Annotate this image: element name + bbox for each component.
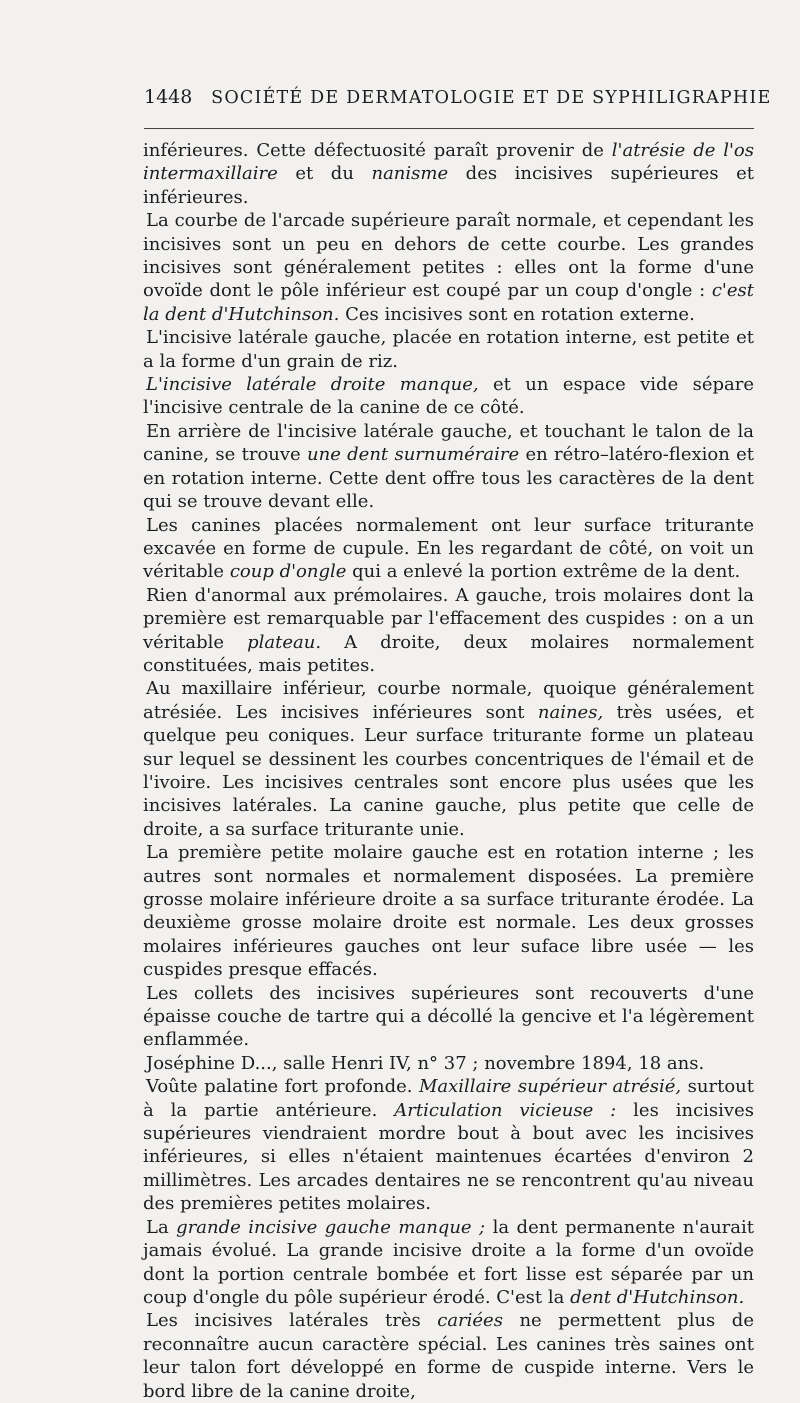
text-run: Au maxillaire inférieur, courbe normale, quoique généralement atrésiée. Les incisives inférieures sont: [143, 678, 754, 723]
paragraph: [143, 677, 754, 841]
header-rule: [144, 128, 754, 129]
text-run: très usées, et quelque peu coniques. Leur surface triturante forme un plateau sur lequel se dessinent les courbes concentriques de l'émail et de l'ivoire. Les incisives centrales sont encore plus usées que les incisives latérales. La canine gauche, plus petite que celle de droite, a sa surface triturante unie.: [143, 701, 755, 840]
paragraph: [143, 1309, 754, 1403]
text-run: L'incisive latérale gauche, placée en rotation interne, est petite et a la forme d'un grain de riz.: [143, 327, 754, 372]
paragraph: [143, 1052, 754, 1075]
text-run: les incisives supérieures viendraient mordre bout à bout avec les incisives inférieures, si elles n'étaient maintenues écartées d'environ 2 millimètres. Les arcades dentaires ne se rencontrent qu'au niveau des premières petites molaires.: [143, 1099, 754, 1215]
text-run: Voûte palatine fort profonde.: [146, 1076, 419, 1098]
italic-run: dent d'Hutchinson.: [570, 1286, 745, 1308]
text-run: La: [146, 1216, 177, 1238]
text-run: Les collets des incisives supérieures sont recouverts d'une épaisse couche de tartre qui a décollé la gencive et l'a légèrement enflammée.: [143, 982, 754, 1051]
italic-run: l'atrésie de l'os intermaxillaire: [143, 140, 754, 185]
italic-run: grande incisive gauche manque ;: [176, 1216, 486, 1238]
running-title: SOCIÉTÉ DE DERMATOLOGIE ET DE SYPHILIGRAPHIE: [211, 88, 772, 108]
paragraph: [143, 420, 754, 514]
paragraph: [143, 514, 754, 584]
text-run: En arrière de l'incisive latérale gauche, et touchant le talon de la canine, se trouve: [143, 420, 754, 466]
text-run: et du: [277, 163, 372, 185]
italic-run: coup d'ongle: [229, 561, 347, 583]
italic-run: une dent surnuméraire: [307, 444, 520, 466]
text-run: des incisives supérieures et inférieures.: [143, 163, 754, 208]
paragraph: [143, 584, 754, 678]
text-run: Ces incisives sont en rotation externe.: [339, 303, 695, 325]
italic-run: Articulation vicieuse :: [394, 1099, 617, 1121]
italic-run: cariées: [437, 1310, 503, 1332]
italic-run: Maxillaire supérieur atrésié,: [418, 1076, 682, 1098]
italic-run: nanisme: [371, 163, 449, 185]
text-run: Rien d'anormal aux prémolaires. A gauche, trois molaires dont la première est remarquable par l'effacement des cuspides : on a un véritable: [143, 584, 754, 653]
text-run: et un espace vide sépare l'incisive centrale de la canine de ce côté.: [143, 374, 754, 419]
paragraph: [143, 326, 754, 373]
text-run: A droite, deux molaires normalement constituées, mais petites.: [143, 631, 754, 676]
text-run: La première petite molaire gauche est en rotation interne ; les autres sont normales et normalement disposées. La première grosse molaire inférieure droite a sa surface triturante érodée. La deuxième grosse molaire droite est normale. Les deux grosses molaires inférieures gauches ont leur suface libre usée — les cuspides presque effacés.: [143, 842, 754, 981]
paragraph: [143, 209, 754, 326]
body-text: [143, 139, 754, 1403]
italic-run: naines,: [537, 701, 604, 723]
italic-run: c'est la dent d'Hutchinson.: [143, 280, 754, 325]
running-header: [144, 86, 772, 108]
italic-run: L'incisive latérale droite manque,: [146, 374, 479, 396]
italic-run: plateau.: [247, 631, 322, 653]
text-run: qui a enlevé la portion extrême de la dent.: [346, 561, 741, 583]
paragraph: [143, 373, 754, 420]
text-run: Joséphine D..., salle Henri IV, n° 37 ; novembre 1894, 18 ans.: [146, 1052, 705, 1074]
text-run: inférieures. Cette défectuosité paraît provenir de: [143, 140, 612, 161]
text-run: surtout à la partie antérieure.: [143, 1076, 754, 1121]
paragraph: [143, 841, 754, 981]
paragraph: [143, 139, 754, 209]
text-run: ne permettent plus de reconnaître aucun caractère spécial. Les canines très saines ont leur talon fort développé en forme de cuspide interne. Vers le bord libre de la canine droite,: [143, 1310, 754, 1402]
text-run: en rétro–latéro-flexion et en rotation interne. Cette dent offre tous les caractères de la dent qui se trouve devant elle.: [143, 444, 754, 513]
text-run: La courbe de l'arcade supérieure paraît normale, et cependant les incisives sont un peu en dehors de cette courbe. Les grandes incisives sont généralement petites : elles ont la forme d'une ovoïde dont le pôle inférieur est coupé par un coup d'ongle :: [143, 210, 754, 302]
text-run: Les canines placées normalement ont leur surface triturante excavée en forme de cupule. En les regardant de côté, on voit un véritable: [143, 514, 754, 583]
paragraph: [143, 982, 754, 1052]
paragraph: [143, 1075, 754, 1215]
paragraph: [143, 1216, 754, 1310]
text-run: Les incisives latérales très: [146, 1310, 438, 1332]
page-number: 1448: [144, 86, 193, 108]
text-run: la dent permanente n'aurait jamais évolué. La grande incisive droite a la forme d'un ovoïde dont la portion centrale bombée et fort lisse est séparée par un coup d'ongle du pôle supérieur érodé. C'est la: [143, 1216, 755, 1308]
